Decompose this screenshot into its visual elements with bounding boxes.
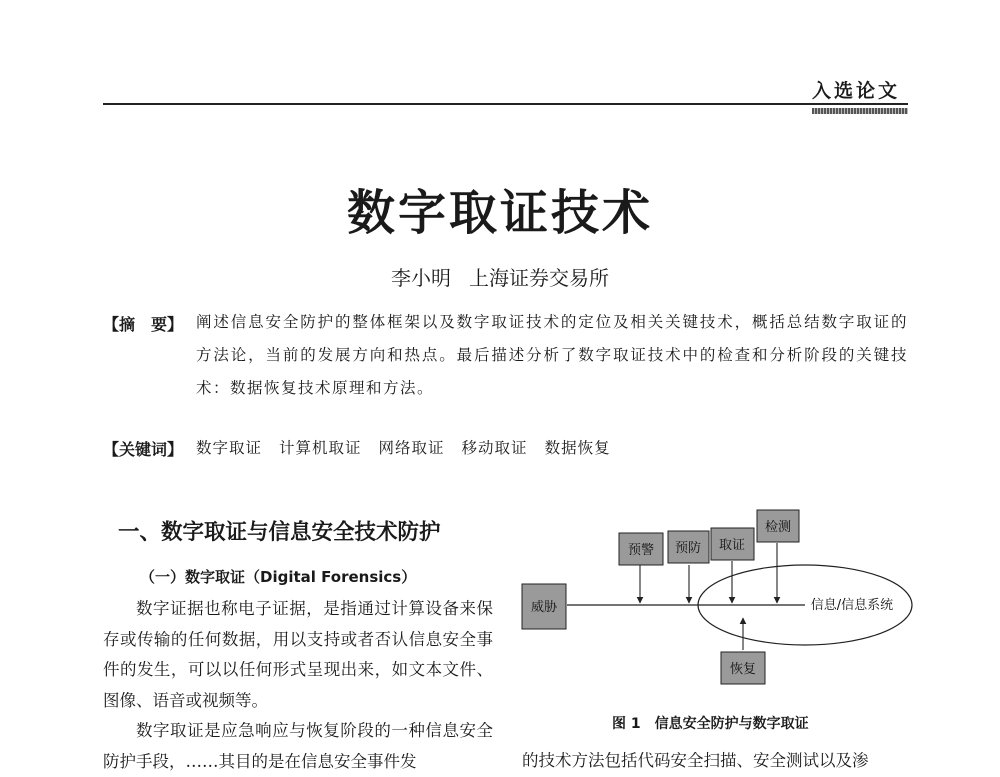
system-label: 信息/信息系统 (810, 598, 894, 613)
header-rule-shade (812, 108, 908, 114)
keyword: 移动取证 (461, 439, 528, 457)
author-line (0, 262, 1000, 291)
recovery-label: 恢复 (729, 662, 757, 677)
paragraph: 数字取证是应急响应与恢复阶段的一种信息安全防护手段，……其目的是在信息安全事件发 (103, 721, 493, 771)
keyword: 数字取证 (196, 439, 263, 457)
author-affiliation: 上海证券交易所 (469, 266, 609, 290)
detection-label: 检测 (764, 520, 792, 535)
keywords-label: 【关键词】 (103, 440, 184, 459)
section-label: 入选论文 (812, 80, 901, 102)
abstract-label: 【摘 要】 (103, 315, 184, 334)
keyword: 计算机取证 (279, 439, 362, 457)
header-rule (103, 103, 908, 105)
body-text-left (103, 594, 493, 777)
section-heading: 一、数字取证与信息安全技术防护 (118, 520, 441, 545)
subsection-heading: （一）数字取证（Digital Forensics） (140, 568, 417, 586)
abstract-text: 阐述信息安全防护的整体框架以及数字取证技术的定位及相关关键技术，概括总结数字取证的方法论，当前的发展方向和热点。最后描述分析了数字取证技术中的检查和分析阶段的关键技术：数据恢复技术原理和方法。 (196, 313, 908, 397)
prevention-label: 预防 (674, 541, 702, 556)
keywords-list (196, 436, 628, 458)
figure-caption-text: 信息安全防护与数字取证 (654, 716, 809, 732)
paragraph: 数字证据也称电子证据，是指通过计算设备来保存或传输的任何数据，用以支持或者否认信息安全事件的发生，可以以任何形式呈现出来，如文本文件、图像、语音或视频等。 (103, 599, 493, 710)
figure-diagram (515, 505, 935, 705)
warning-label: 预警 (627, 543, 655, 558)
threat-label: 威胁 (530, 600, 558, 615)
body-text-right: 的技术方法包括代码安全扫描、安全测试以及渗 (522, 751, 869, 770)
author-name: 李小明 (391, 266, 451, 290)
figure-number: 图 1 (612, 716, 641, 732)
paper-title: 数字取证技术 (346, 185, 653, 241)
keyword: 网络取证 (378, 439, 445, 457)
keyword: 数据恢复 (544, 439, 611, 457)
forensics-label: 取证 (718, 538, 746, 553)
figure-caption (612, 713, 809, 733)
